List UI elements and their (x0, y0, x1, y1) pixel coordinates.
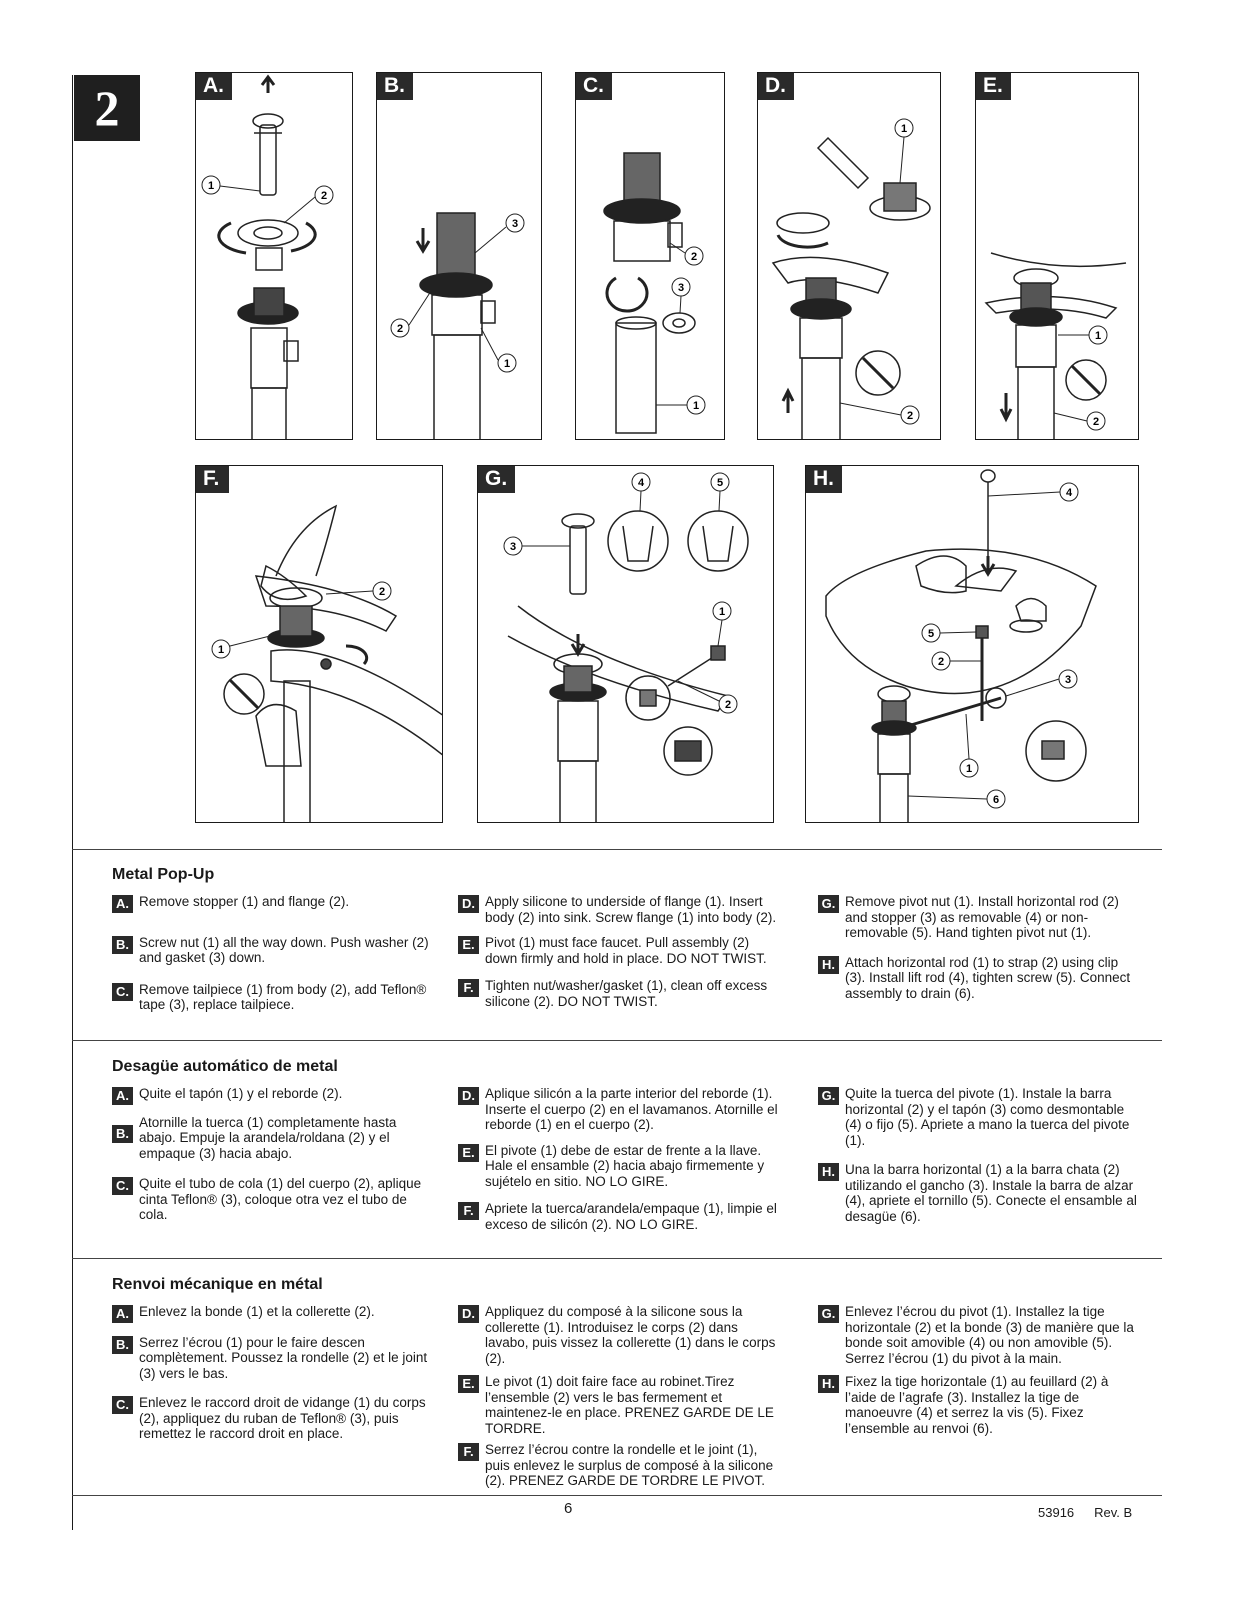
instruction-english-h: H. Attach horizontal rod (1) to strap (2) using clip (3). Install lift rod (4), tighten screw (5). Connect assembly to drain (6). (818, 955, 1138, 1002)
instruction-spanish-b: B. Atornille la tuerca (1) completamente hasta abajo. Empuje la arandela/roldana (2) y el empaque (3) hacia abajo. (112, 1115, 432, 1162)
instruction-spanish-a: A. Quite el tapón (1) y el reborde (2). (112, 1086, 432, 1102)
instruction-spanish-f: F. Apriete la tuerca/arandela/empaque (1), limpie el exceso de silicón (2). NO LO GIRE. (458, 1201, 778, 1232)
panel-g-tag: G. (477, 465, 515, 493)
instruction-english-a: A. Remove stopper (1) and flange (2). (112, 894, 432, 910)
callout-h-6: 6 (992, 794, 1000, 806)
spanish-column-1 (112, 1086, 432, 1239)
instruction-french-b: B. Serrez l’écrou (1) pour le faire descen complètement. Poussez la rondelle (2) et le joint (3) vers le bas. (112, 1335, 432, 1382)
instruction-spanish-g: G. Quite la tuerca del pivote (1). Instale la barra horizontal (2) y el tapón (3) como desmontable (4) o fijo (5). Apriete a mano la tuerca del pivote (1). (818, 1086, 1138, 1148)
panel-e-illustration (976, 73, 1139, 440)
section-title-spanish: Desagüe automático de metal (112, 1058, 338, 1075)
panel-a-illustration (196, 73, 353, 440)
instruction-spanish-h: H. Una la barra horizontal (1) a la barra chata (2) utilizando el gancho (3). Instale la barra de alzar (4), apriete el tornillo (5). Conecte el ensamble al desagüe (6). (818, 1162, 1138, 1224)
panel-a-tag: A. (195, 72, 232, 100)
instruction-english-c: C. Remove tailpiece (1) from body (2), add Teflon® tape (3), replace tailpiece. (112, 982, 432, 1013)
callout-g-5: 5 (716, 477, 724, 489)
english-column-1 (112, 894, 432, 1029)
panel-f-illustration (196, 466, 443, 823)
panel-b-illustration (377, 73, 542, 440)
callout-f-2: 2 (378, 586, 386, 598)
part-number: 53916 (1038, 1505, 1075, 1520)
french-column-3 (818, 1304, 1138, 1452)
panel-a (195, 72, 353, 440)
instruction-french-a: A. Enlevez la bonde (1) et la collerette (2). (112, 1304, 432, 1320)
callout-b-1: 1 (503, 358, 511, 370)
instruction-english-b: B. Screw nut (1) all the way down. Push washer (2) and gasket (3) down. (112, 935, 432, 966)
panel-f-tag: F. (195, 465, 229, 493)
callout-h-3: 3 (1064, 674, 1072, 686)
callout-f-1: 1 (217, 644, 225, 656)
document-code (1038, 1505, 1132, 1520)
step-number-badge: 2 (74, 75, 140, 141)
page-number: 6 (564, 1500, 573, 1517)
panel-b (376, 72, 542, 440)
callout-g-2: 2 (724, 699, 732, 711)
section-english (112, 866, 1162, 1012)
instruction-french-h: H. Fixez la tige horizontale (1) au feuillard (2) à l’aide de l’agrafe (3). Installez la tige de manoeuvre (4) et serrez la vis (5). Fixez l’ensemble au renvoi (6). (818, 1374, 1138, 1436)
revision: Rev. B (1094, 1505, 1133, 1520)
divider-footer (72, 1495, 1162, 1496)
callout-d-1: 1 (900, 123, 908, 135)
panel-g (477, 465, 774, 823)
panel-h-tag: H. (805, 465, 842, 493)
panel-d-tag: D. (757, 72, 794, 100)
page-frame-line (72, 75, 73, 1530)
spanish-column-3 (818, 1086, 1138, 1240)
french-column-1 (112, 1304, 432, 1458)
instruction-spanish-d: D. Aplique silicón a la parte interior del reborde (1). Inserte el cuerpo (2) en el lavamanos. Atornille el reborde (1) en el cuerpo (2). (458, 1086, 778, 1133)
callout-c-1: 1 (692, 400, 700, 412)
callout-c-2: 2 (690, 251, 698, 263)
callout-h-1: 1 (965, 763, 973, 775)
english-column-2 (458, 894, 778, 1025)
instruction-spanish-c: C. Quite el tubo de cola (1) del cuerpo (2), aplique cinta Teflon® (3), coloque otra vez el tubo de cola. (112, 1176, 432, 1223)
panel-e (975, 72, 1139, 440)
panel-f (195, 465, 443, 823)
panel-h (805, 465, 1139, 823)
instruction-spanish-e: E. El pivote (1) debe de estar de frente a la llave. Hale el ensamble (2) hacia abajo firmemente y sujételo en sitio. NO LO GIRE. (458, 1143, 778, 1190)
panel-e-tag: E. (975, 72, 1011, 100)
panel-c (575, 72, 725, 440)
section-title-english: Metal Pop-Up (112, 866, 215, 883)
panel-b-tag: B. (376, 72, 413, 100)
panel-c-illustration (576, 73, 725, 440)
instruction-english-f: F. Tighten nut/washer/gasket (1), clean off excess silicone (2). DO NOT TWIST. (458, 978, 778, 1009)
instruction-english-e: E. Pivot (1) must face faucet. Pull assembly (2) down firmly and hold in place. DO NOT TWIST. (458, 935, 778, 966)
section-title-french: Renvoi mécanique en métal (112, 1276, 323, 1293)
panel-d (757, 72, 941, 440)
instruction-french-c: C. Enlevez le raccord droit de vidange (1) du corps (2), appliquez du ruban de Teflon® (3), puis remettez le raccord droit en place. (112, 1395, 432, 1442)
callout-g-4: 4 (637, 477, 645, 489)
instruction-english-g: G. Remove pivot nut (1). Install horizontal rod (2) and stopper (3) as removable (4) or non-removable (5). Hand tighten pivot nut (1). (818, 894, 1138, 941)
callout-d-2: 2 (906, 410, 914, 422)
instruction-french-g: G. Enlevez l’écrou du pivot (1). Installez la tige horizontale (2) et la bonde (3) de manière que la bonde soit amovible (4) ou non amovible (5). Serrez l’écrou (1) du pivot à la main. (818, 1304, 1138, 1366)
callout-a-1: 1 (207, 180, 215, 192)
callout-b-2: 2 (396, 323, 404, 335)
callout-a-2: 2 (320, 190, 328, 202)
panel-h-illustration (806, 466, 1139, 823)
callout-c-3: 3 (677, 282, 685, 294)
callout-g-1: 1 (718, 606, 726, 618)
callout-g-3: 3 (509, 541, 517, 553)
callout-e-2: 2 (1092, 416, 1100, 428)
section-spanish (112, 1058, 1162, 1232)
english-column-3 (818, 894, 1138, 1017)
panel-c-tag: C. (575, 72, 612, 100)
callout-e-1: 1 (1094, 330, 1102, 342)
callout-h-4: 4 (1065, 487, 1073, 499)
divider-english (72, 849, 1162, 850)
instruction-french-f: F. Serrez l’écrou contre la rondelle et le joint (1), puis enlevez le surplus de composé à la silicone (2). PRENEZ GARDE DE TORDRE LE PIVOT. (458, 1442, 778, 1489)
divider-french (72, 1258, 1162, 1259)
divider-spanish (72, 1040, 1162, 1041)
panel-g-illustration (478, 466, 774, 823)
callout-h-5: 5 (927, 628, 935, 640)
instruction-french-d: D. Appliquez du composé à la silicone sous la collerette (1). Introduisez le corps (2) dans lavabo, puis vissez la collerette (1) dans le corps (2). (458, 1304, 778, 1366)
callout-h-2: 2 (937, 656, 945, 668)
section-french (112, 1276, 1162, 1488)
french-column-2 (458, 1304, 778, 1505)
spanish-column-2 (458, 1086, 778, 1248)
instruction-english-d: D. Apply silicone to underside of flange (1). Insert body (2) into sink. Screw flange (1) into body (2). (458, 894, 778, 925)
panel-d-illustration (758, 73, 941, 440)
instruction-french-e: E. Le pivot (1) doit faire face au robinet.Tirez l’ensemble (2) vers le bas fermement et maintenez-le en place. PRENEZ GARDE DE LE TORDRE. (458, 1374, 778, 1436)
callout-b-3: 3 (511, 218, 519, 230)
